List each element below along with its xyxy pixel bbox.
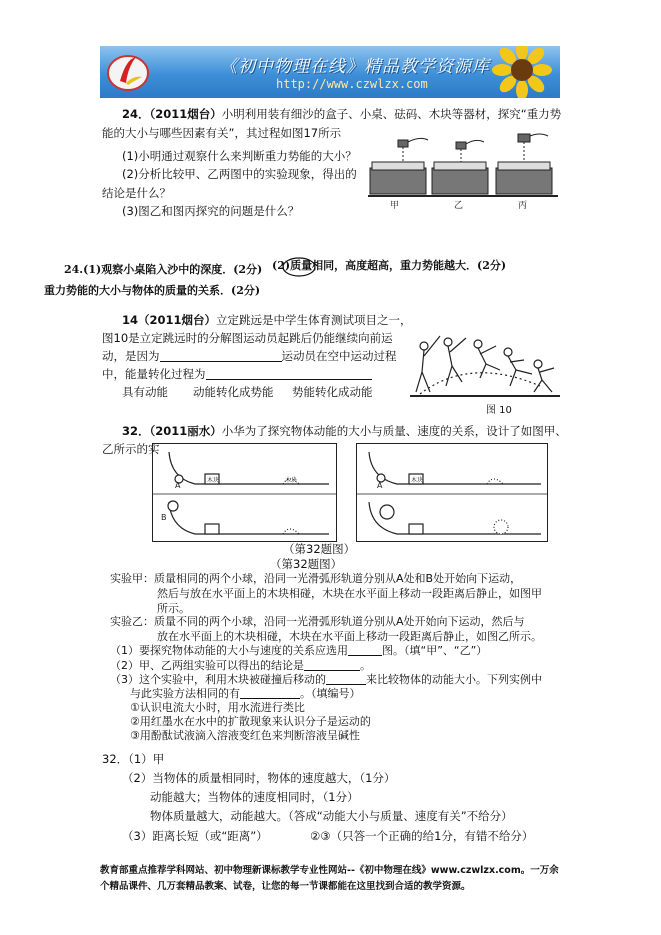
fig32-block-2: 木块 — [285, 477, 298, 484]
q24-text1: 小明利用装有细沙的盒子、小桌、砝码、木块等器材，探究“重力势 — [221, 107, 562, 121]
figure-10-caption: 图 10 — [486, 405, 512, 416]
q32-caption-2: （第32题图） — [270, 557, 343, 571]
figure-10-long-jump — [410, 316, 560, 398]
ans32-line2: （2）当物体的质量相同时，物体的速度越大，（1分） — [122, 771, 396, 785]
ans32-line1: 32．（1）甲 — [102, 752, 165, 766]
q24-sub1: (1)小明通过观察什么来判断重力势能的大小？ — [122, 149, 357, 163]
fig17-label-yi: 乙 — [454, 201, 464, 211]
q32-line2: 乙所示的实 — [102, 442, 160, 456]
fig17-label-jia: 甲 — [390, 201, 400, 211]
q14-line3 — [102, 348, 397, 364]
q32-blank-3[interactable] — [326, 672, 366, 685]
q32-option-3: ③用酚酞试液滴入溶液变红色来判断溶液呈碱性 — [130, 729, 360, 742]
footer-line1: 教育部重点推荐学科网站、初中物理新课标教学专业性网站--《初中物理在线》www.czwlzx.com。一万余 — [100, 865, 559, 876]
q32-text1: 小华为了探究物体动能的大小与质量、速度的关系，设计了如图甲、 — [221, 424, 567, 438]
figure-17 — [368, 132, 558, 214]
ans32-line5a: （3）距离长短（或“距离”） — [122, 829, 268, 843]
q32-sub1-text: （1）要探究物体动能的大小与速度的关系应选用 — [110, 644, 348, 657]
q32-option-2: ②用红墨水在水中的扩散现象来认识分子是运动的 — [130, 715, 371, 728]
fig32-label-a2: A — [377, 481, 383, 490]
q14-text1: 立定跳远是中学生体育测试项目之一， — [216, 313, 412, 327]
q32-sub3-text-c: 与此实验方法相同的有 — [130, 687, 240, 700]
ans32-line4: 物体质量越大，动能越大。（答成“动能大小与质量、速度有关”不给分） — [150, 809, 513, 823]
q32-exp1-b: 然后与放在水平面上的木块相碰，木块在水平面上移动一段距离后静止，如图甲 — [157, 587, 542, 600]
banner-title: 《初中物理在线》精品教学资源库 — [220, 57, 490, 77]
q32-sub1 — [110, 643, 487, 659]
site-logo-icon — [106, 51, 150, 93]
fig32-block-3: 木块 — [411, 477, 424, 484]
q14-answer-a: 具有动能 — [122, 385, 168, 399]
header-banner — [100, 46, 560, 98]
ans24-line1a: 24.(1)观察小桌陷入沙中的深度．(2分) — [64, 263, 263, 276]
circle-mark-icon — [281, 256, 317, 278]
q32-blank-2[interactable] — [304, 658, 360, 671]
q32-sub2-text: （2）甲、乙两组实验可以得出的结论是 — [110, 659, 304, 672]
q32-exp2-b: 放在水平面上的木块相碰，木块在水平面上移动一段距离后静止，如图乙所示。 — [157, 630, 542, 643]
q32-exp1-a: 实验甲：质量相同的两个小球，沿同一光滑弧形轨道分别从A处和B处开始向下运动， — [110, 572, 522, 585]
figure-32-jia — [152, 443, 337, 542]
figure-32-yi — [356, 443, 548, 542]
q14-text3b: 运动员在空中运动过程 — [281, 349, 397, 363]
q24-tag: 24．（2011烟台） — [122, 107, 222, 121]
q24-line2: 能的大小与哪些因素有关”，其过程如图17所示 — [102, 126, 342, 140]
q14-line4 — [102, 366, 372, 382]
q32-option-1: ①认识电流大小时，用水流进行类比 — [130, 701, 305, 714]
sunflower-icon — [492, 46, 552, 98]
q32-exp1-c: 所示。 — [157, 602, 190, 615]
q32-sub1-text-b: 图。（填“甲”、“乙”） — [382, 644, 488, 657]
fig17-label-bing: 丙 — [518, 201, 528, 211]
ans32-line3: 动能越大；当物体的速度相同时，（1分） — [150, 790, 359, 804]
banner-url[interactable]: http://www.czwlzx.com — [276, 77, 428, 91]
q14-answer-c: 势能转化成动能 — [292, 385, 373, 399]
q32-blank-4[interactable] — [240, 686, 300, 699]
q24-sub2a: (2)分析比较甲、乙两图中的实验现象，得出的 — [122, 167, 357, 181]
q32-blank-1[interactable] — [348, 643, 382, 656]
q32-exp2-a: 实验乙：质量不同的两个小球，沿同一光滑弧形轨道分别从A处开始向下运动，然后与 — [110, 615, 525, 628]
q14-answer-b: 动能转化成势能 — [193, 385, 274, 399]
q14-text4: 中，能量转化过程为 — [102, 367, 206, 381]
ans32-line5b: ②③（只答一个正确的给1分，有错不给分） — [310, 829, 534, 843]
q32-sub3-text-b: 来比较物体的动能大小。下列实例中 — [366, 673, 542, 686]
q24-sub2b: 结论是什么？ — [102, 186, 171, 200]
q32-sub3-text: （3）这个实验中，利用木块被碰撞后移动的 — [110, 673, 326, 686]
fig32-block-1: 木块 — [207, 477, 220, 484]
footer-line2: 个精品课件、几万套精品教案、试卷，让您的每一节课都能在这里找到合适的教学资源。 — [100, 881, 471, 892]
q32-caption-1: （第32题图） — [283, 542, 356, 556]
q14-line1 — [122, 312, 412, 328]
q24-sub3: (3)图乙和图丙探究的问题是什么？ — [122, 204, 300, 218]
q32-sub3-text-d: 。（填编号） — [300, 687, 361, 700]
fig32-label-a1: A — [175, 481, 181, 490]
q14-blank-2[interactable] — [206, 367, 372, 380]
q14-blank-1[interactable] — [160, 349, 282, 362]
q32-line1 — [122, 423, 567, 439]
q32-sub2-text-b: 。 — [360, 659, 371, 672]
q24-line1 — [122, 106, 561, 122]
q14-text3a: 动，是因为 — [102, 349, 160, 363]
q14-line2: 图10是立定跳远时的分解图运动员起跳后仍能继续向前运 — [102, 331, 393, 345]
fig32-label-b: B — [161, 513, 167, 522]
q14-tag: 14（2011烟台） — [122, 313, 217, 327]
ans24-line1b: (2)质量相同，高度超高，重力势能越大．(2分) — [272, 259, 507, 272]
ans24-line2: 重力势能的大小与物体的质量的关系．(2分) — [44, 284, 261, 297]
q32-tag: 32．（2011丽水） — [122, 424, 222, 438]
